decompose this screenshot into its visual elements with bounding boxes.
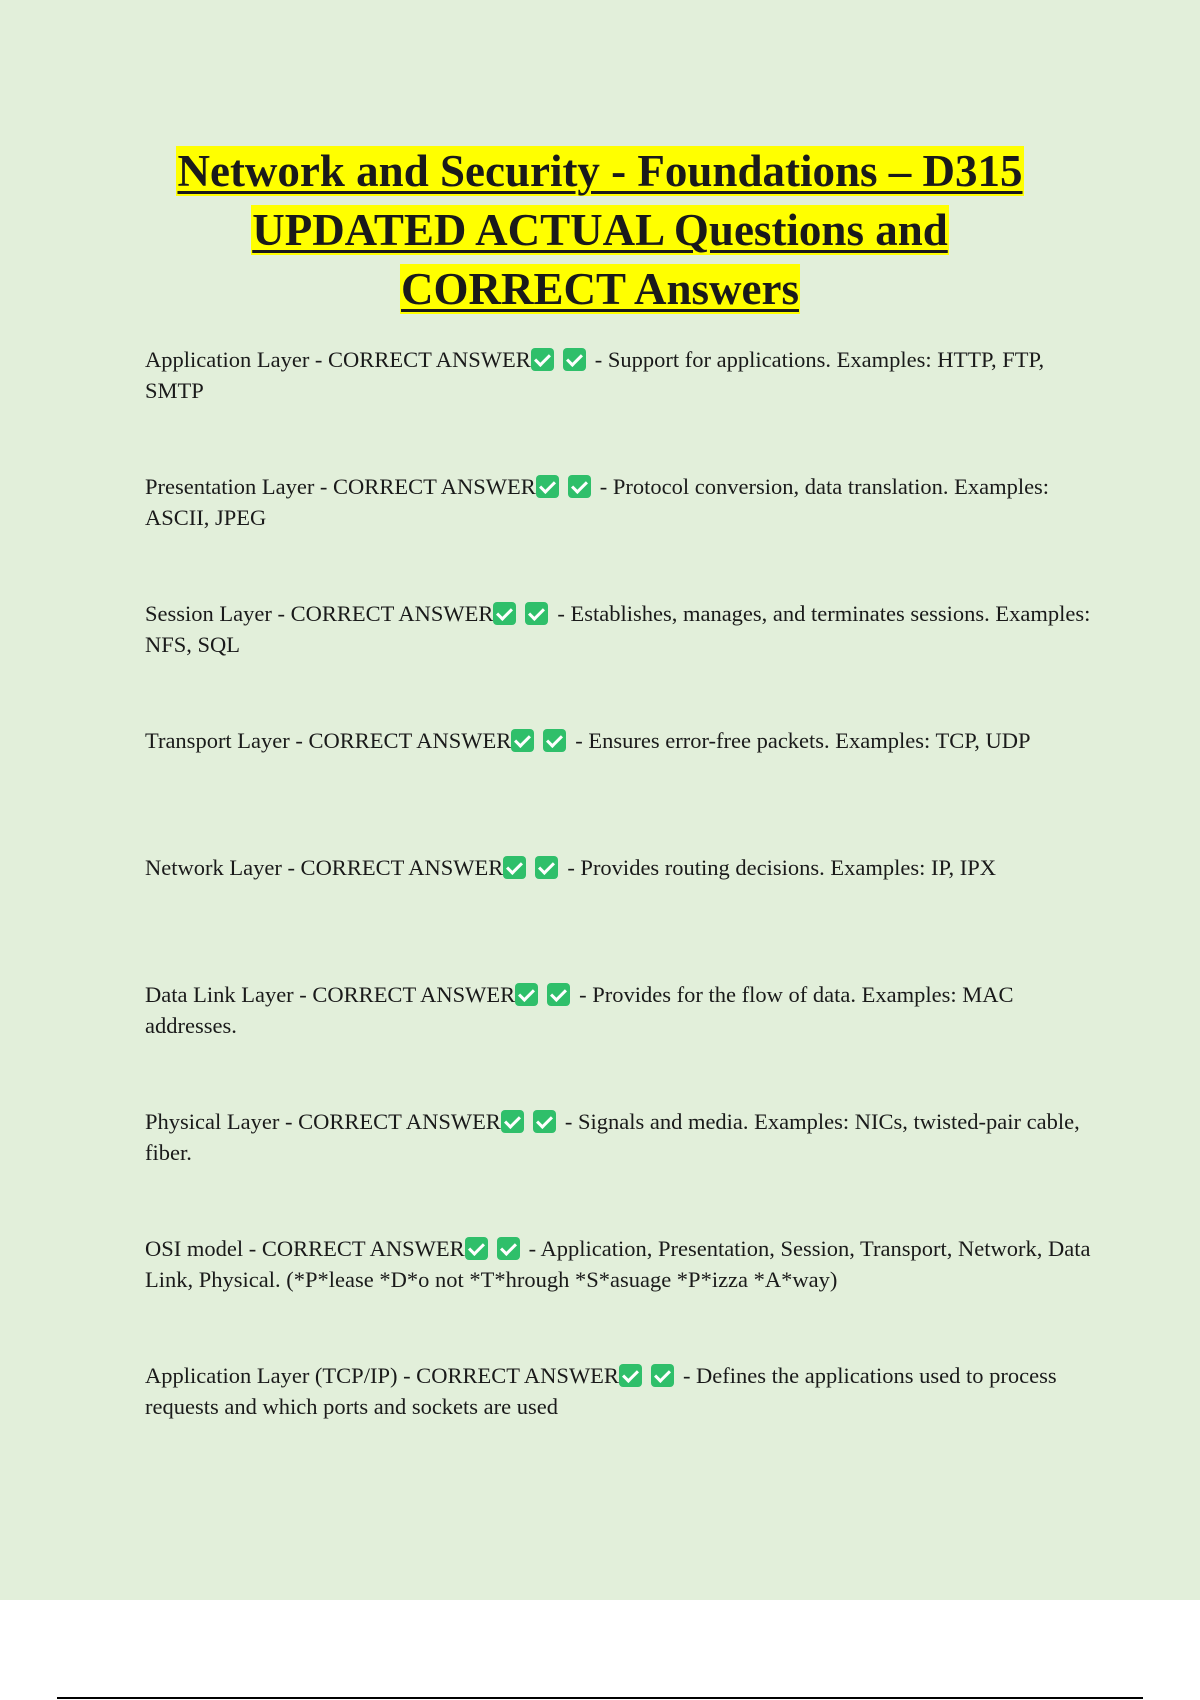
qa-term: Physical Layer - CORRECT ANSWER	[145, 1109, 501, 1134]
check-box-icon	[619, 1364, 642, 1387]
qa-answer: - Signals and media. Examples: NICs, twisted-pair cable, fiber.	[145, 1109, 1080, 1165]
qa-item-application-layer-tcpip	[145, 1360, 1095, 1487]
title-line-3: CORRECT Answers	[401, 264, 799, 314]
qa-answer: - Establishes, manages, and terminates sessions. Examples: NFS, SQL	[145, 601, 1091, 657]
qa-item-physical-layer	[145, 1106, 1095, 1233]
qa-item-data-link-layer	[145, 979, 1095, 1106]
qa-term: Transport Layer - CORRECT ANSWER	[145, 728, 512, 753]
qa-item-network-layer	[145, 852, 1095, 979]
qa-item-session-layer	[145, 598, 1095, 725]
qa-item-osi-model	[145, 1233, 1095, 1360]
title-line-1: Network and Security - Foundations – D315	[177, 146, 1023, 196]
check-box-icon	[493, 602, 516, 625]
check-box-icon	[501, 1110, 524, 1133]
check-box-icon	[536, 475, 559, 498]
qa-term: OSI model - CORRECT ANSWER	[145, 1236, 465, 1261]
check-box-icon	[465, 1237, 488, 1260]
qa-term: Network Layer - CORRECT ANSWER	[145, 855, 504, 880]
document-title	[100, 142, 1100, 319]
check-box-icon	[563, 348, 586, 371]
qa-term: Application Layer (TCP/IP) - CORRECT ANSWER	[145, 1363, 619, 1388]
qa-answer: - Application, Presentation, Session, Transport, Network, Data Link, Physical. (*P*lease *D*o not *T*hrough *S*asuage *P*izza *A*way)	[145, 1236, 1091, 1292]
title-line-2: UPDATED ACTUAL Questions and	[252, 205, 948, 255]
check-box-icon	[511, 729, 534, 752]
check-box-icon	[535, 856, 558, 879]
footer-divider	[57, 1697, 1143, 1699]
check-box-icon	[568, 475, 591, 498]
qa-term: Data Link Layer - CORRECT ANSWER	[145, 982, 516, 1007]
check-box-icon	[531, 348, 554, 371]
check-box-icon	[503, 856, 526, 879]
qa-answer: - Provides routing decisions. Examples: IP, IPX	[567, 855, 997, 880]
check-box-icon	[547, 983, 570, 1006]
qa-term: Presentation Layer - CORRECT ANSWER	[145, 474, 536, 499]
qa-answer: - Provides for the flow of data. Examples: MAC addresses.	[145, 982, 1014, 1038]
qa-list	[145, 344, 1095, 1487]
check-box-icon	[533, 1110, 556, 1133]
qa-item-application-layer	[145, 344, 1095, 471]
qa-answer: - Protocol conversion, data translation. Examples: ASCII, JPEG	[145, 474, 1050, 530]
check-box-icon	[525, 602, 548, 625]
check-box-icon	[515, 983, 538, 1006]
qa-item-presentation-layer	[145, 471, 1095, 598]
qa-item-transport-layer	[145, 725, 1095, 852]
check-box-icon	[543, 729, 566, 752]
qa-term: Application Layer - CORRECT ANSWER	[145, 347, 531, 372]
qa-term: Session Layer - CORRECT ANSWER	[145, 601, 494, 626]
qa-answer: - Ensures error-free packets. Examples: TCP, UDP	[575, 728, 1031, 753]
check-box-icon	[651, 1364, 674, 1387]
qa-answer: - Support for applications. Examples: HTTP, FTP, SMTP	[145, 347, 1045, 403]
qa-answer: - Defines the applications used to process requests and which ports and sockets are used	[145, 1363, 1057, 1419]
check-box-icon	[497, 1237, 520, 1260]
